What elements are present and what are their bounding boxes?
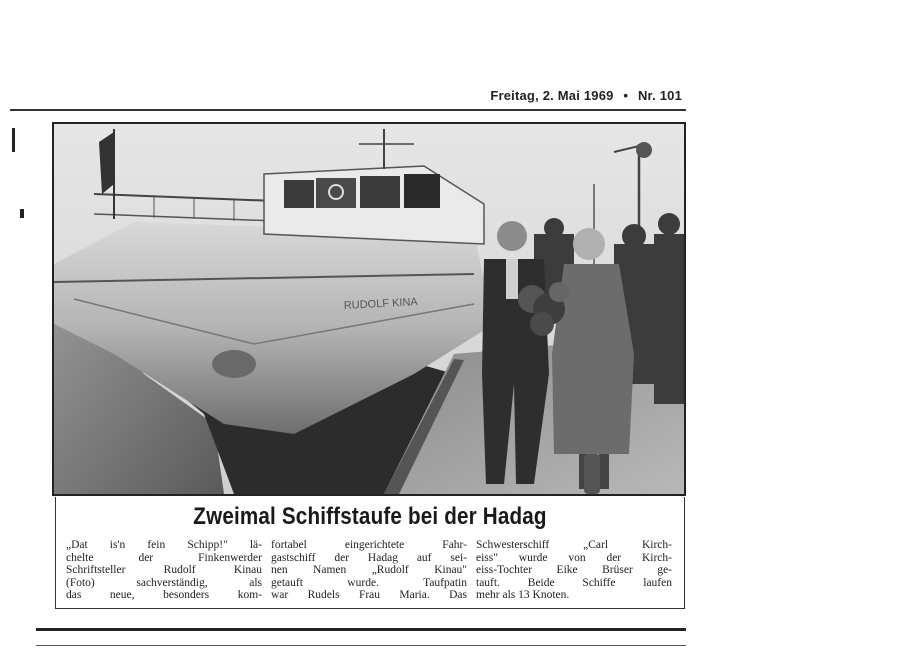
text-line: getauft wurde. Taufpatin <box>271 576 467 589</box>
text-line: „Dat is'n fein Schipp!" lä- <box>66 539 262 551</box>
scan-mark-bottom <box>20 209 24 218</box>
article-caption <box>55 497 685 609</box>
issue-number: Nr. 101 <box>637 88 682 103</box>
text-line: das neue, besonders kom- <box>66 589 262 602</box>
hull-lettering: RUDOLF KINA <box>343 296 419 312</box>
headline: Zweimal Schiffstaufe bei der Hadag <box>193 503 547 530</box>
footer-rule-thin <box>36 645 686 646</box>
photo-illustration <box>54 124 684 494</box>
footer-rule <box>36 628 686 631</box>
text-line: chelte der Finkenwerder <box>66 551 262 564</box>
text-column-3 <box>476 539 672 602</box>
text-line: Schwesterschiff „Carl Kirch- <box>476 539 672 551</box>
text-line: nen Namen „Rudolf Kinau" <box>271 564 467 577</box>
issue-date: Freitag, 2. Mai 1969 <box>490 88 614 103</box>
cabin-window <box>404 174 440 208</box>
text-line: mehr als 13 Knoten. <box>476 589 570 602</box>
cabin-window <box>360 176 400 208</box>
dateline <box>430 88 682 103</box>
text-line: tauft. Beide Schiffe laufen <box>476 576 672 589</box>
scan-mark-top <box>12 128 15 152</box>
bollard <box>584 454 600 494</box>
man-figure <box>482 221 549 484</box>
cabin-window <box>316 178 356 208</box>
cabin-window <box>284 180 314 208</box>
news-photo <box>52 122 686 496</box>
text-line: fortabel eingerichtete Fahr- <box>271 539 467 551</box>
text-column-2 <box>271 539 467 602</box>
text-line: Schriftsteller Rudolf Kinau <box>66 564 262 577</box>
text-line: (Foto) sachverständig, als <box>66 576 262 589</box>
anchor-recess <box>212 350 256 378</box>
text-line: eiss" wurde von der Kirch- <box>476 551 672 564</box>
text-line: eiss-Tochter Eike Brüser ge- <box>476 564 672 577</box>
text-line: gastschiff der Hadag auf sei- <box>271 551 467 564</box>
dateline-separator: • <box>623 88 629 103</box>
text-column-1 <box>66 539 262 602</box>
text-line: war Rudels Frau Maria. Das <box>271 589 467 602</box>
header-rule <box>10 109 686 111</box>
